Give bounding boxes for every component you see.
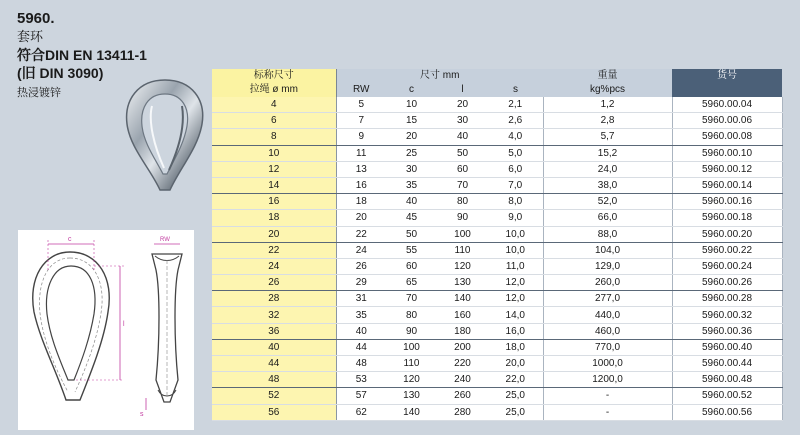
table-row [212,161,782,177]
cell-s: 25,0 [488,404,543,420]
cell-rw: 53 [336,372,386,388]
cell-rw: 44 [336,339,386,355]
cell-rope-diameter: 20 [212,226,336,242]
cell-weight: 460,0 [543,323,672,339]
cell-weight: 2,8 [543,113,672,129]
cell-s: 2,1 [488,97,543,113]
cell-rope-diameter: 56 [212,404,336,420]
cell-rw: 31 [336,291,386,307]
cell-l: 60 [437,161,488,177]
cell-rope-diameter: 40 [212,339,336,355]
cell-l: 110 [437,242,488,258]
cell-rope-diameter: 28 [212,291,336,307]
cell-s: 12,0 [488,275,543,291]
header-s: s [488,83,543,97]
table-row [212,291,782,307]
cell-weight: - [543,404,672,420]
cell-s: 10,0 [488,226,543,242]
cell-l: 90 [437,210,488,226]
cell-rope-diameter: 22 [212,242,336,258]
cell-article-number: 5960.00.40 [672,339,782,355]
cell-c: 10 [386,97,437,113]
cell-article-number: 5960.00.36 [672,323,782,339]
table-row [212,242,782,258]
cell-article-number: 5960.00.04 [672,97,782,113]
table-row [212,388,782,404]
table-row [212,226,782,242]
table-row [212,339,782,355]
table-row [212,258,782,274]
cell-s: 5,0 [488,145,543,161]
cell-s: 11,0 [488,258,543,274]
dim-l-label: l [123,321,125,328]
cell-rope-diameter: 36 [212,323,336,339]
cell-c: 90 [386,323,437,339]
cell-s: 22,0 [488,372,543,388]
header-c: c [386,83,437,97]
cell-rw: 5 [336,97,386,113]
finish-note: 热浸镀锌 [17,87,61,99]
cell-weight: 88,0 [543,226,672,242]
cell-s: 20,0 [488,356,543,372]
cell-c: 50 [386,226,437,242]
cell-c: 65 [386,275,437,291]
dimension-table [212,69,783,421]
cell-article-number: 5960.00.48 [672,372,782,388]
cell-c: 35 [386,177,437,193]
cell-s: 7,0 [488,177,543,193]
cell-c: 15 [386,113,437,129]
table-row [212,404,782,420]
cell-weight: 277,0 [543,291,672,307]
cell-l: 180 [437,323,488,339]
cell-l: 260 [437,388,488,404]
cell-weight: - [543,388,672,404]
cell-c: 80 [386,307,437,323]
cell-rw: 18 [336,194,386,210]
cell-rw: 35 [336,307,386,323]
cell-s: 10,0 [488,242,543,258]
standard-line-1: 符合DIN EN 13411-1 [17,47,147,63]
cell-l: 100 [437,226,488,242]
cell-l: 30 [437,113,488,129]
cell-weight: 66,0 [543,210,672,226]
cell-article-number: 5960.00.28 [672,291,782,307]
cell-s: 18,0 [488,339,543,355]
cell-s: 12,0 [488,291,543,307]
cell-rope-diameter: 52 [212,388,336,404]
cell-rw: 24 [336,242,386,258]
cell-l: 40 [437,129,488,145]
cell-l: 50 [437,145,488,161]
cell-s: 14,0 [488,307,543,323]
cell-weight: 24,0 [543,161,672,177]
cell-l: 160 [437,307,488,323]
header-weight-unit: kg%pcs [543,83,672,97]
cell-c: 55 [386,242,437,258]
cell-l: 20 [437,97,488,113]
cell-l: 70 [437,177,488,193]
cell-s: 25,0 [488,388,543,404]
cell-s: 4,0 [488,129,543,145]
cell-rope-diameter: 12 [212,161,336,177]
cell-weight: 38,0 [543,177,672,193]
header-l: l [437,83,488,97]
header-article-number: 货号 [672,69,782,83]
cell-rope-diameter: 6 [212,113,336,129]
cell-c: 70 [386,291,437,307]
cell-c: 30 [386,161,437,177]
cell-article-number: 5960.00.12 [672,161,782,177]
standard-line-2: (旧 DIN 3090) [17,65,104,81]
cell-rope-diameter: 10 [212,145,336,161]
cell-s: 6,0 [488,161,543,177]
cell-s: 9,0 [488,210,543,226]
cell-rope-diameter: 16 [212,194,336,210]
cell-article-number: 5960.00.22 [672,242,782,258]
technical-drawing [18,230,194,430]
cell-c: 120 [386,372,437,388]
cell-rope-diameter: 32 [212,307,336,323]
header-rw: RW [336,83,386,97]
cell-rope-diameter: 26 [212,275,336,291]
header-weight: 重量 [543,69,672,83]
cell-weight: 15,2 [543,145,672,161]
cell-rw: 57 [336,388,386,404]
table-row [212,97,782,113]
cell-weight: 1200,0 [543,372,672,388]
cell-rope-diameter: 4 [212,97,336,113]
table-row [212,275,782,291]
cell-c: 25 [386,145,437,161]
cell-weight: 260,0 [543,275,672,291]
cell-rw: 9 [336,129,386,145]
cell-rope-diameter: 48 [212,372,336,388]
cell-c: 110 [386,356,437,372]
cell-rw: 13 [336,161,386,177]
cell-rw: 40 [336,323,386,339]
cell-weight: 129,0 [543,258,672,274]
cell-article-number: 5960.00.18 [672,210,782,226]
header-rope-diameter: 拉绳 ø mm [212,83,336,97]
header-article-blank [672,83,782,97]
cell-rw: 7 [336,113,386,129]
cell-rw: 22 [336,226,386,242]
cell-weight: 104,0 [543,242,672,258]
cell-s: 8,0 [488,194,543,210]
dim-rw-label: RW [160,237,170,243]
cell-rw: 29 [336,275,386,291]
cell-article-number: 5960.00.10 [672,145,782,161]
cell-s: 2,6 [488,113,543,129]
cell-weight: 1000,0 [543,356,672,372]
cell-weight: 770,0 [543,339,672,355]
cell-article-number: 5960.00.26 [672,275,782,291]
cell-rw: 11 [336,145,386,161]
cell-weight: 52,0 [543,194,672,210]
cell-c: 20 [386,129,437,145]
product-name: 套环 [17,29,44,44]
cell-rope-diameter: 44 [212,356,336,372]
cell-l: 140 [437,291,488,307]
cell-weight: 440,0 [543,307,672,323]
header-nominal-size: 标称尺寸 [212,69,336,83]
table-row [212,145,782,161]
table-row [212,113,782,129]
table-row [212,194,782,210]
table-row [212,323,782,339]
cell-l: 220 [437,356,488,372]
table-row [212,177,782,193]
cell-l: 80 [437,194,488,210]
cell-c: 40 [386,194,437,210]
cell-article-number: 5960.00.44 [672,356,782,372]
table-row [212,356,782,372]
cell-l: 130 [437,275,488,291]
cell-l: 280 [437,404,488,420]
thimble-photo [122,76,208,194]
cell-article-number: 5960.00.56 [672,404,782,420]
dim-c-label: c [68,236,72,243]
cell-article-number: 5960.00.20 [672,226,782,242]
cell-rw: 62 [336,404,386,420]
cell-rw: 20 [336,210,386,226]
table-row [212,307,782,323]
product-code: 5960. [17,10,55,27]
cell-l: 200 [437,339,488,355]
cell-c: 130 [386,388,437,404]
table-row [212,372,782,388]
cell-article-number: 5960.00.16 [672,194,782,210]
cell-c: 60 [386,258,437,274]
header-dimensions: 尺寸 mm [336,69,543,83]
cell-article-number: 5960.00.06 [672,113,782,129]
cell-rope-diameter: 8 [212,129,336,145]
cell-weight: 5,7 [543,129,672,145]
dim-s-label: s [140,411,144,418]
cell-l: 240 [437,372,488,388]
cell-article-number: 5960.00.08 [672,129,782,145]
table-row [212,210,782,226]
cell-l: 120 [437,258,488,274]
cell-rw: 26 [336,258,386,274]
table-body [212,97,782,420]
cell-rw: 16 [336,177,386,193]
cell-c: 140 [386,404,437,420]
cell-article-number: 5960.00.24 [672,258,782,274]
cell-article-number: 5960.00.32 [672,307,782,323]
cell-rope-diameter: 14 [212,177,336,193]
cell-c: 100 [386,339,437,355]
cell-weight: 1,2 [543,97,672,113]
table-row [212,129,782,145]
cell-rope-diameter: 24 [212,258,336,274]
cell-article-number: 5960.00.52 [672,388,782,404]
cell-article-number: 5960.00.14 [672,177,782,193]
cell-s: 16,0 [488,323,543,339]
cell-rw: 48 [336,356,386,372]
cell-rope-diameter: 18 [212,210,336,226]
cell-c: 45 [386,210,437,226]
